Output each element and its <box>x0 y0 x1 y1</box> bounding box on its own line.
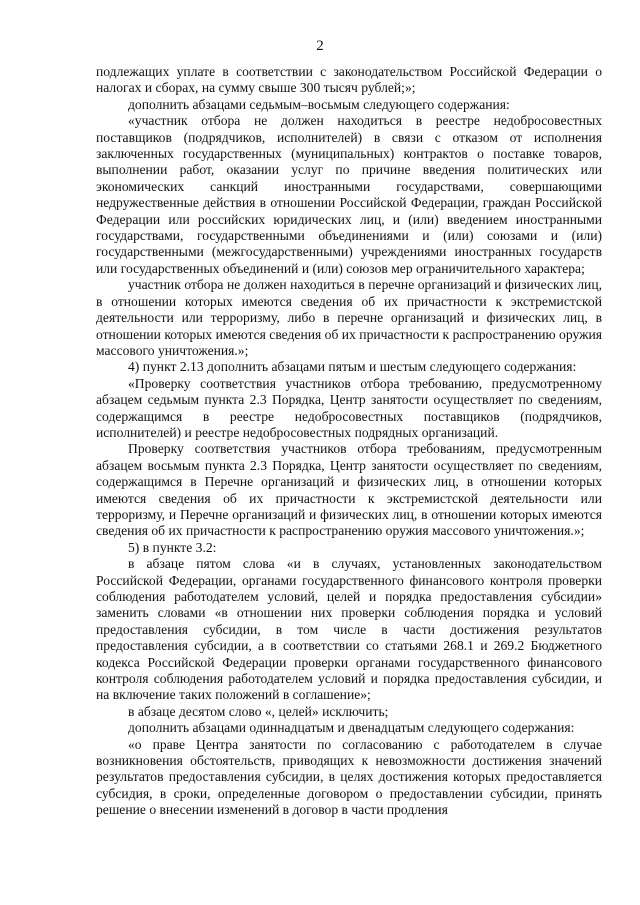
document-body <box>96 64 602 819</box>
paragraph: «Проверку соответствия участников отбора требованию, предусмотренному абзацем седьмым пункта 2.3 Порядка, Центр занятости осуществляет по сведениям, содержащимся в реестре недобросовестных поставщиков (подрядчиков, исполнителей) и реестре недобросовестных подрядных организаций. <box>96 375 602 440</box>
paragraph: подлежащих уплате в соответствии с законодательством Российской Федерации о налогах и сборах, на сумму свыше 300 тысяч рублей;»; <box>96 64 602 96</box>
paragraph: дополнить абзацами одиннадцатым и двенадцатым следующего содержания: <box>128 720 575 736</box>
paragraph: Проверку соответствия участников отбора требованиям, предусмотренным абзацем восьмым пункта 2.3 Порядка, Центр занятости осуществляет по сведениям, содержащимся в Перечне организаций и физических лиц, в отношении которых имеются сведения об их причастности к экстремистской деятельности или терроризму, и Перечне организаций и физических лиц, в отношении которых имеются сведения об их причастности к распространению оружия массового уничтожения.»; <box>96 441 602 539</box>
paragraph: «о праве Центра занятости по согласованию с работодателем в случае возникновения обстоятельств, приводящих к невозможности достижения значений результатов предоставления субсидии, в целях достижения которых предоставляется субсидия, в сроки, определенные договором о предоставлении субсидии, принять решение о внесении изменений в договор в части продления <box>96 736 602 818</box>
paragraph: 5) в пункте 3.2: <box>128 539 217 555</box>
paragraph: 4) пункт 2.13 дополнить абзацами пятым и шестым следующего содержания: <box>128 359 577 375</box>
paragraph: дополнить абзацами седьмым–восьмым следующего содержания: <box>128 96 510 112</box>
paragraph: «участник отбора не должен находиться в реестре недобросовестных поставщиков (подрядчиков, исполнителей) в связи с отказом от исполнения заключенных государственных (муниципальных) контрактов о поставке товаров, выполнении работ, оказании услуг по причине введения политических или экономических санкций иностранными государствами, совершающими недружественные действия в отношении Российской Федерации, граждан Российской Федерации или российских юридических лиц, и (или) введением иностранными государствами, государственными объединениями и (или) союзами и (или) государственными (межгосударственными) учреждениями иностранных государств или государственных объединений и (или) союзов мер ограничительного характера; <box>96 113 602 276</box>
page-number: 2 <box>316 38 324 54</box>
paragraph: в абзаце десятом слово «, целей» исключить; <box>128 703 389 719</box>
paragraph: в абзаце пятом слова «и в случаях, установленных законодательством Российской Федерации, органами государственного финансового контроля проверки соблюдения работодателем условий, целей и порядка предоставления субсидии» заменить словами «в отношении них проверки соблюдения порядка и условий предоставления субсидии, в том числе в части достижения результатов предоставления субсидии, а в соответствии со статьями 268.1 и 269.2 Бюджетного кодекса Российской Федерации проверки органами государственного финансового контроля соблюдения работодателем условий и порядка предоставления субсидии, и на включение таких положений в соглашение»; <box>96 556 602 703</box>
paragraph: участник отбора не должен находиться в перечне организаций и физических лиц, в отношении которых имеются сведения об их причастности к экстремистской деятельности или терроризму, либо в перечне организаций и физических лиц, в отношении которых имеются сведения об их причастности к распространению оружия массового уничтожения.»; <box>96 277 602 358</box>
